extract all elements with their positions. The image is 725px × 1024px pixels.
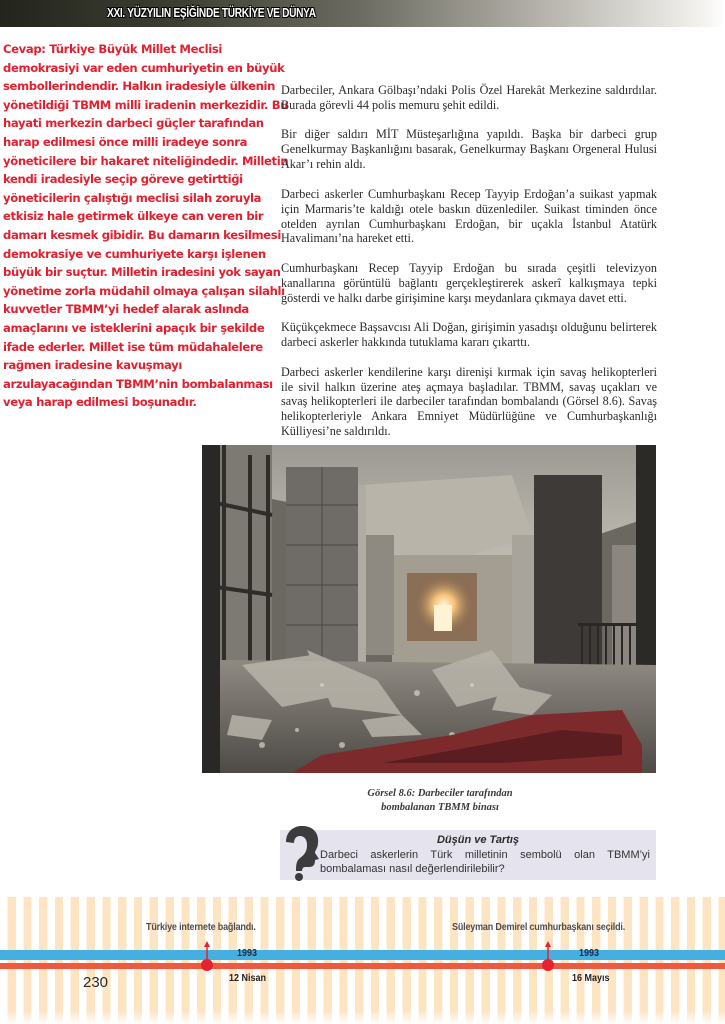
caption-line-1: Görsel 8.6: Darbeciler tarafından (367, 788, 513, 799)
timeline-event-2-label: Süleyman Demirel cumhurbaşkanı seçildi. (452, 922, 626, 933)
timeline-event-1-year: 1993 (237, 948, 258, 959)
page-number: 230 (83, 974, 109, 991)
timeline-event-1-date: 12 Nisan (229, 973, 267, 984)
think-discuss-box (280, 830, 656, 880)
paragraph: Bir diğer saldırı MİT Müsteşarlığına yapıldı. Başka bir darbeci grup Genelkurmay Başkanlığını basarak, Genelkurmay Başkanı Orgeneral Hulusi Akar’ı rehin aldı. (281, 127, 657, 172)
caption-line-2: bombalanan TBMM binası (381, 801, 499, 813)
chapter-header-bar (0, 0, 725, 27)
figure-caption (340, 787, 540, 814)
body-text (281, 83, 657, 454)
paragraph: Darbeciler, Ankara Gölbaşı’ndaki Polis Özel Harekât Merkezine saldırdılar. Burada görevli 44 polis memuru şehit edildi. (281, 83, 657, 112)
think-discuss-question: Darbeci askerlerin Türk milletinin sembolü olan TBMM’yi bombalaması nasıl değerlendirilebilir? (320, 849, 650, 875)
timeline-background (0, 897, 725, 1024)
timeline-event-2-year: 1993 (579, 948, 600, 959)
paragraph: Cumhurbaşkanı Recep Tayyip Erdoğan bu sırada çeşitli televizyon kanallarına görüntülü bağlantı gerçekleştirerek askerî kalkışmaya tepki gösterdi ve halkı darbe girişimine karşı meydanlara çıkmaya davet etti. (281, 260, 657, 305)
chapter-title: XXI. YÜZYILIN EŞİĞİNDE TÜRKİYE VE DÜNYA (107, 5, 316, 20)
answer-text: Cevap: Türkiye Büyük Millet Meclisi demokrasiyi var eden cumhuriyetin en büyük sembollerindendir. Halkın iradesiyle ülkenin yönetildiği TBMM milli iradenin merkezidir. Bu hayati merkezin darbeci güçler tarafından harap edilmesi önce milli iradeye sonra yöneticilere bir hakaret niteliğindedir. Milletin kendi iradesiyle seçip göreve getirttiği yöneticilerin çalıştığı meclisi silah zoruyla etkisiz hale getirmek ülkeye can veren bir damarı kesmek gibidir. Bu damarın kesilmesi demokrasiye ve cumhuriyete karşı işlenen büyük bir suçtur. Milletin iradesini yok sayan yönetime zorla müdahil olmaya çalışan silahlı kuvvetler TBMM’yi hedef alarak aslında amaçlarını ve isteklerini apaçık bir şekilde ifade ederler. Millet ise tüm müdahalelere rağmen iradesine kavuşmayı arzulayacağından TBMM’nin bombalanması veya harap edilmesi boşunadır. (3, 42, 289, 410)
timeline-event-2-date: 16 Mayıs (572, 973, 610, 984)
paragraph: Darbeci askerler Cumhurbaşkanı Recep Tayyip Erdoğan’a suikast yapmak için Marmaris’te kaldığı otele baskın düzenlediler. Suikast timinden önce otelden ayrılan Cumhurbaşkanı Erdoğan, bir uçakla İstanbul Atatürk Havalimanı’na hareket etti. (281, 186, 657, 246)
timeline-date-line (0, 963, 725, 969)
photo-illustration (202, 445, 656, 773)
timeline-marker-icon (541, 941, 555, 971)
timeline-marker-icon (200, 941, 214, 971)
think-discuss-title: Düşün ve Tartış (436, 834, 520, 846)
tbmm-damage-photo (202, 445, 656, 773)
paragraph: Küçükçekmece Başsavcısı Ali Doğan, girişimin yasadışı olduğunu belirterek darbeci askerler hakkında tutuklama kararı çıkarttı. (281, 320, 657, 350)
timeline-fade (0, 1010, 725, 1024)
paragraph: Darbeci askerler kendilerine karşı direnişi kırmak için savaş helikopterleri ile sivil halkın üzerine ateş açmaya başladılar. TBMM, savaş uçakları ve savaş helikopterleri ile darbeciler tarafından bombalandı (Görsel 8.6). Savaş helikopterleriyle Ankara Emniyet Müdürlüğüne ve Cumhurbaşkanlığı Külliyesi’ne saldırıldı. (281, 364, 657, 439)
timeline-event-1-label: Türkiye internete bağlandı. (146, 922, 256, 933)
timeline-year-line (0, 950, 725, 960)
